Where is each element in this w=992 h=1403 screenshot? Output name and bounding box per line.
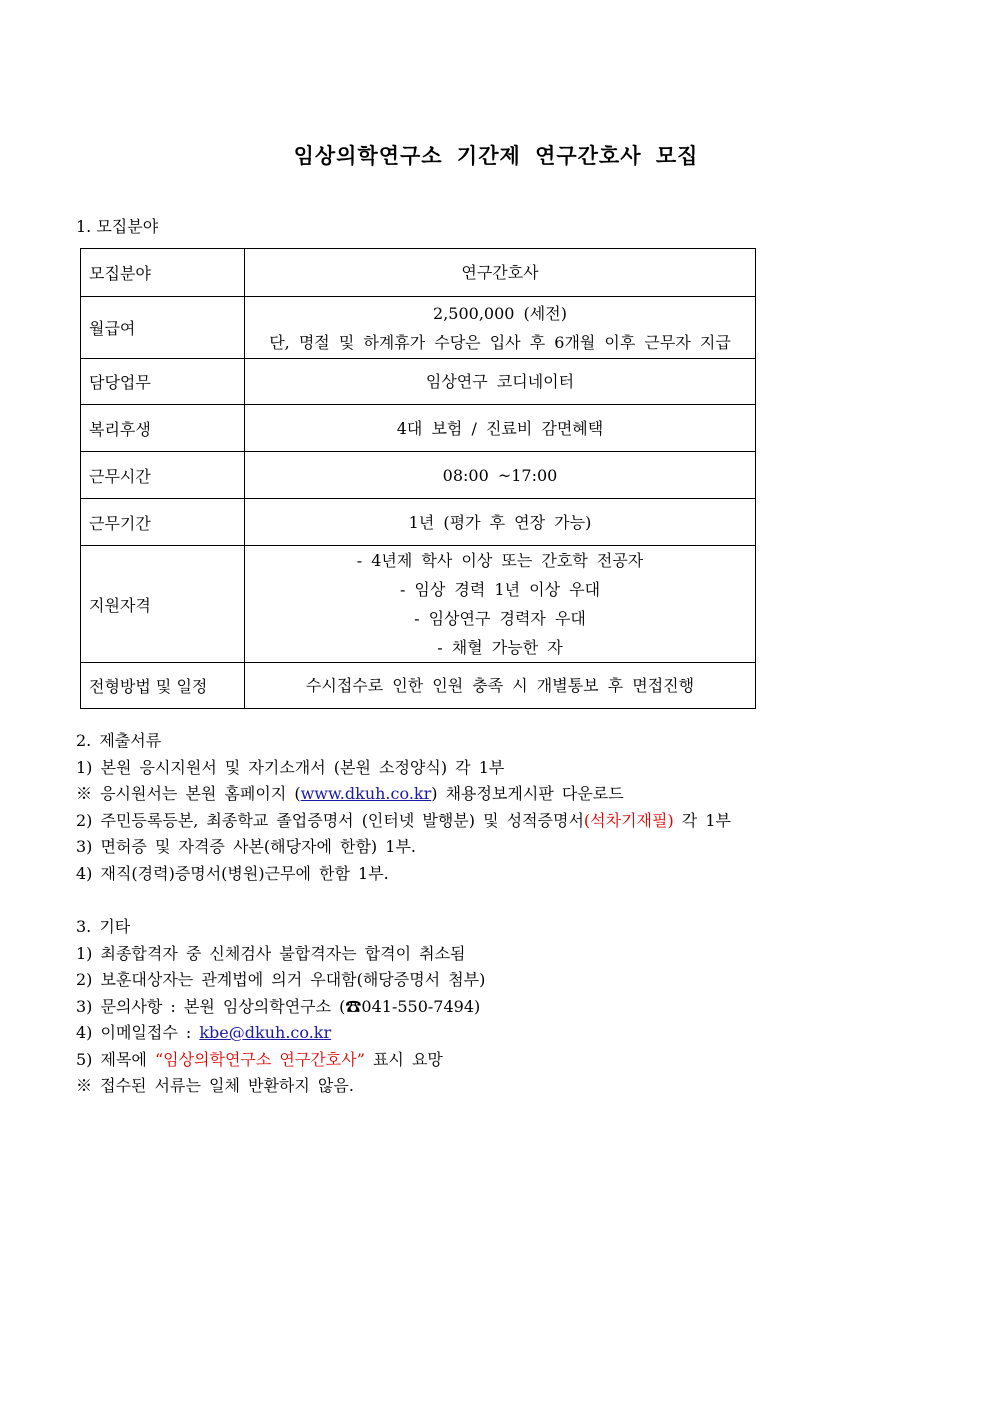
section-documents [76,728,776,887]
value-line: 임상연구 코디네이터 [425,372,575,391]
row-value [245,499,756,546]
row-label: 월급여 [81,297,245,359]
section-heading-recruitment: 1. 모집분야 [76,217,159,236]
value-line: 수시접수로 인한 인원 충족 시 개별통보 후 면접진행 [305,676,695,695]
item-text: 5) 제목에 [76,1049,155,1069]
highlight-text: (석차기재필) [583,810,674,830]
row-label: 전형방법 및 일정 [81,663,245,709]
recruitment-table [80,248,756,709]
item-text: 4) 이메일접수 : [76,1023,200,1042]
list-item: 1) 본원 응시지원서 및 자기소개서 (본원 소정양식) 각 1부 [76,757,505,777]
row-value [245,546,756,663]
section-heading-other: 3. 기타 [76,917,131,936]
table-row [81,249,756,297]
table-row [81,297,756,359]
value-line: 1년 (평가 후 연장 가능) [408,512,592,532]
table-row [81,499,756,546]
list-item [76,1020,776,1047]
table-row [81,452,756,499]
value-line: - 임상연구 경력자 우대 [414,609,586,628]
homepage-link[interactable]: www.dkuh.co.kr [300,784,432,803]
row-value [245,359,756,405]
row-label: 복리후생 [81,405,245,452]
value-line: - 임상 경력 1년 이상 우대 [399,580,601,599]
value-line: 단, 명절 및 하계휴가 수당은 입사 후 6개월 이후 근무자 지급 [269,332,731,352]
value-line: 연구간호사 [461,263,539,282]
email-link[interactable]: kbe@dkuh.co.kr [199,1023,332,1042]
item-text: 2) 주민등록등본, 최종학교 졸업증명서 (인터넷 발행분) 및 성적증명서 [76,810,584,830]
list-item: 3) 면허증 및 자격증 사본(해당자에 한함) 1부. [76,837,416,856]
item-text-suffix: 각 1부 [673,810,731,830]
row-value [245,663,756,709]
note-prefix: ※ 응시원서는 본원 홈페이지 ( [76,784,301,803]
list-item: 3) 문의사항 : 본원 임상의학연구소 (☎041-550-7494) [76,996,481,1016]
row-label: 근무시간 [81,452,245,499]
table-row [81,663,756,709]
list-item-note [76,781,776,808]
page-title: 임상의학연구소 기간제 연구간호사 모집 [293,143,699,168]
table-row [81,359,756,405]
item-text-suffix: 표시 요망 [364,1049,443,1069]
list-item [76,1047,776,1074]
recruitment-table-body [81,249,756,709]
list-item: 2) 보훈대상자는 관계법에 의거 우대함(해당증명서 첨부) [76,970,486,989]
section-heading-documents: 2. 제출서류 [76,731,162,750]
section-other [76,914,776,1100]
list-item: 1) 최종합격자 중 신체검사 불합격자는 합격이 취소됨 [76,943,466,963]
table-row [81,405,756,452]
row-label: 지원자격 [81,546,245,663]
row-value [245,452,756,499]
value-line: 4대 보험 / 진료비 감면혜택 [396,418,604,438]
value-line: - 4년제 학사 이상 또는 간호학 전공자 [356,551,644,570]
value-line: - 채혈 가능한 자 [437,638,563,657]
row-label: 담당업무 [81,359,245,405]
list-item [76,808,776,835]
value-line: 08:00 ~17:00 [442,465,558,485]
value-line: 2,500,000 (세전) [433,303,567,323]
list-item: 4) 재직(경력)증명서(병원)근무에 한함 1부. [76,863,389,883]
note-suffix: ) 채용정보게시판 다운로드 [431,784,624,803]
row-value [245,249,756,297]
highlight-text: “임상의학연구소 연구간호사” [154,1049,365,1069]
row-value [245,297,756,359]
table-row [81,546,756,663]
row-value [245,405,756,452]
row-label: 모집분야 [81,249,245,297]
row-label: 근무기간 [81,499,245,546]
list-item-note: ※ 접수된 서류는 일체 반환하지 않음. [76,1076,354,1095]
